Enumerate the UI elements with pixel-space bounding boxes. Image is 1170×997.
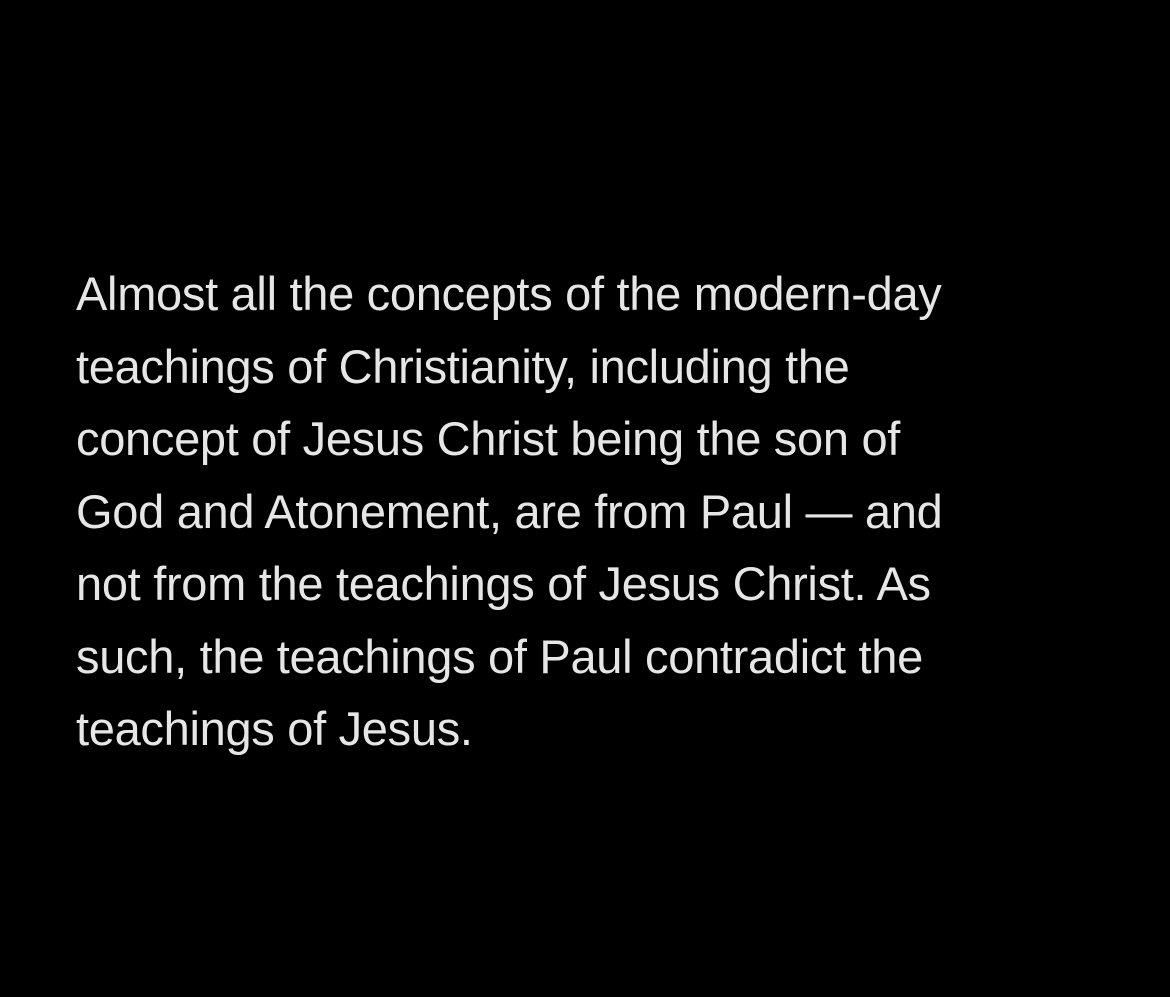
note-line-3: concept of Jesus Christ being the son of (76, 412, 901, 465)
note-body-text (76, 258, 1086, 766)
note-line-6: such, the teachings of Paul contradict the (76, 629, 923, 683)
note-line-1: Almost all the concepts of the modern-day (76, 267, 942, 320)
note-line-2: teachings of Christianity, including the (76, 339, 850, 393)
note-line-4: God and Atonement, are from Paul — and (76, 484, 943, 538)
note-line-5: not from the teachings of Jesus Christ. As (76, 557, 931, 610)
note-line-7: teachings of Jesus. (76, 702, 473, 755)
